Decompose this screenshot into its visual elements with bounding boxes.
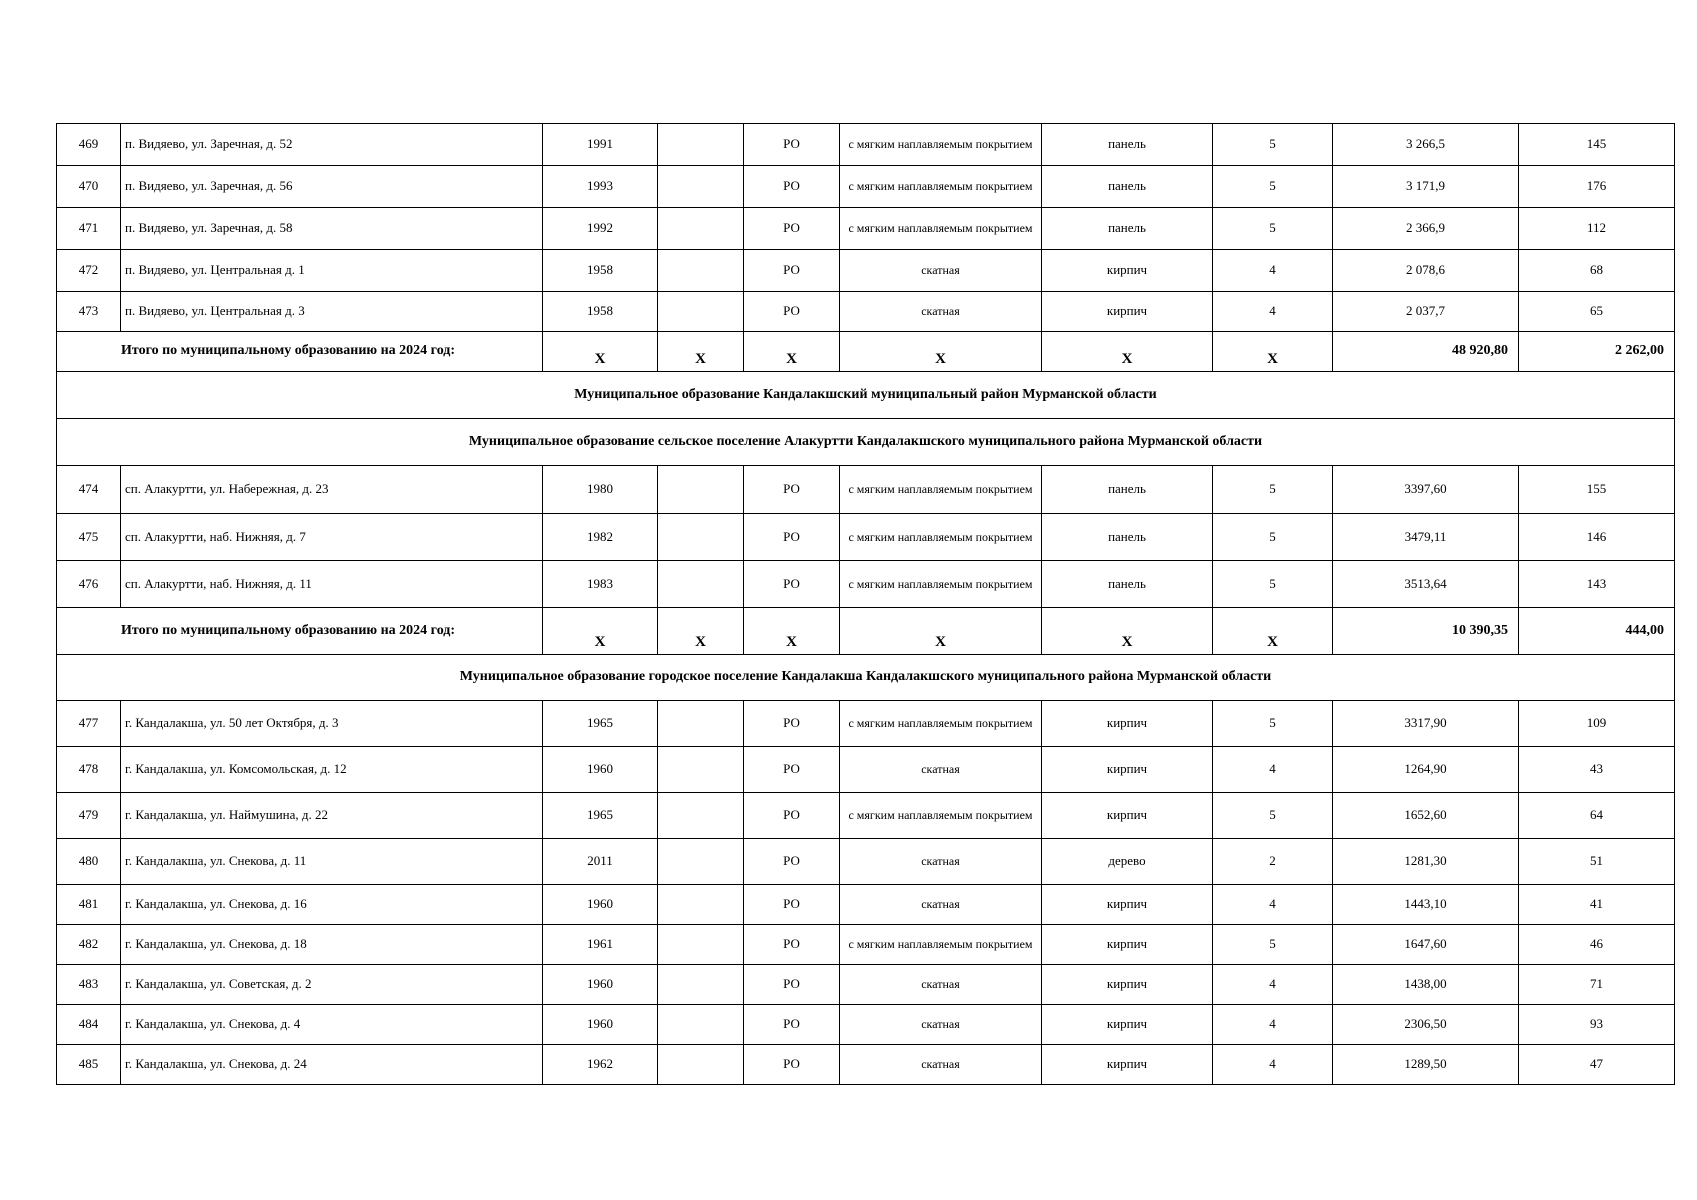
residents-cell: 109 [1519, 701, 1675, 747]
table-row [57, 124, 1675, 166]
area-cell: 1289,50 [1333, 1045, 1519, 1085]
year-cell: 2011 [543, 839, 658, 885]
roof-type-cell: скатная [840, 885, 1042, 925]
address-cell: п. Видяево, ул. Центральная д. 1 [121, 250, 543, 292]
wall-material-cell: панель [1042, 208, 1213, 250]
method-cell: РО [744, 1005, 840, 1045]
year-cell: 1992 [543, 208, 658, 250]
total-x-mark: X [1213, 332, 1333, 372]
area-cell: 1281,30 [1333, 839, 1519, 885]
row-number: 483 [57, 965, 121, 1005]
residents-cell: 176 [1519, 166, 1675, 208]
area-cell: 2 366,9 [1333, 208, 1519, 250]
method-cell: РО [744, 250, 840, 292]
floors-cell: 2 [1213, 839, 1333, 885]
section-header-row [57, 372, 1675, 419]
year-cell: 1991 [543, 124, 658, 166]
area-cell: 1438,00 [1333, 965, 1519, 1005]
residents-cell: 143 [1519, 561, 1675, 608]
floors-cell: 5 [1213, 793, 1333, 839]
total-x-mark: X [1042, 332, 1213, 372]
residents-cell: 51 [1519, 839, 1675, 885]
section-title: Муниципальное образование Кандалакшский муниципальный район Мурманской области [57, 372, 1675, 419]
wall-material-cell: кирпич [1042, 701, 1213, 747]
row-number: 469 [57, 124, 121, 166]
total-label: Итого по муниципальному образованию на 2024 год: [57, 332, 543, 372]
area-cell: 3397,60 [1333, 466, 1519, 514]
method-cell: РО [744, 701, 840, 747]
housing-register-table [56, 123, 1675, 1085]
roof-type-cell: с мягким наплавляемым покрытием [840, 124, 1042, 166]
area-cell: 1647,60 [1333, 925, 1519, 965]
row-number: 485 [57, 1045, 121, 1085]
year-cell: 1960 [543, 965, 658, 1005]
empty-cell [658, 839, 744, 885]
residents-cell: 145 [1519, 124, 1675, 166]
residents-cell: 68 [1519, 250, 1675, 292]
table-row [57, 292, 1675, 332]
year-cell: 1980 [543, 466, 658, 514]
wall-material-cell: кирпич [1042, 925, 1213, 965]
wall-material-cell: кирпич [1042, 747, 1213, 793]
total-label: Итого по муниципальному образованию на 2024 год: [57, 608, 543, 655]
roof-type-cell: с мягким наплавляемым покрытием [840, 466, 1042, 514]
residents-cell: 64 [1519, 793, 1675, 839]
table-row [57, 885, 1675, 925]
total-x-mark: X [840, 332, 1042, 372]
wall-material-cell: кирпич [1042, 250, 1213, 292]
address-cell: сп. Алакуртти, наб. Нижняя, д. 7 [121, 514, 543, 561]
total-x-mark: X [1213, 608, 1333, 655]
empty-cell [658, 250, 744, 292]
residents-cell: 71 [1519, 965, 1675, 1005]
roof-type-cell: скатная [840, 292, 1042, 332]
wall-material-cell: панель [1042, 466, 1213, 514]
empty-cell [658, 124, 744, 166]
row-number: 475 [57, 514, 121, 561]
residents-cell: 155 [1519, 466, 1675, 514]
section-title: Муниципальное образование сельское поселение Алакуртти Кандалакшского муниципального района Мурманской области [57, 419, 1675, 466]
floors-cell: 4 [1213, 885, 1333, 925]
table-row [57, 561, 1675, 608]
wall-material-cell: кирпич [1042, 1005, 1213, 1045]
empty-cell [658, 208, 744, 250]
method-cell: РО [744, 514, 840, 561]
table-row [57, 208, 1675, 250]
row-number: 479 [57, 793, 121, 839]
wall-material-cell: кирпич [1042, 292, 1213, 332]
roof-type-cell: с мягким наплавляемым покрытием [840, 793, 1042, 839]
floors-cell: 5 [1213, 514, 1333, 561]
area-cell: 2 037,7 [1333, 292, 1519, 332]
year-cell: 1961 [543, 925, 658, 965]
total-area: 48 920,80 [1333, 332, 1519, 372]
method-cell: РО [744, 166, 840, 208]
area-cell: 1264,90 [1333, 747, 1519, 793]
total-residents: 444,00 [1519, 608, 1675, 655]
table-row [57, 250, 1675, 292]
method-cell: РО [744, 839, 840, 885]
floors-cell: 5 [1213, 166, 1333, 208]
row-number: 472 [57, 250, 121, 292]
floors-cell: 4 [1213, 292, 1333, 332]
row-number: 476 [57, 561, 121, 608]
total-x-mark: X [543, 608, 658, 655]
table-row [57, 839, 1675, 885]
year-cell: 1960 [543, 1005, 658, 1045]
empty-cell [658, 561, 744, 608]
address-cell: г. Кандалакша, ул. 50 лет Октября, д. 3 [121, 701, 543, 747]
empty-cell [658, 1005, 744, 1045]
method-cell: РО [744, 965, 840, 1005]
method-cell: РО [744, 747, 840, 793]
address-cell: сп. Алакуртти, ул. Набережная, д. 23 [121, 466, 543, 514]
address-cell: п. Видяево, ул. Заречная, д. 56 [121, 166, 543, 208]
roof-type-cell: скатная [840, 965, 1042, 1005]
table-body [57, 124, 1675, 1085]
section-header-row [57, 655, 1675, 701]
area-cell: 1652,60 [1333, 793, 1519, 839]
row-number: 474 [57, 466, 121, 514]
total-row [57, 608, 1675, 655]
roof-type-cell: с мягким наплавляемым покрытием [840, 701, 1042, 747]
floors-cell: 5 [1213, 701, 1333, 747]
area-cell: 3513,64 [1333, 561, 1519, 608]
wall-material-cell: панель [1042, 561, 1213, 608]
wall-material-cell: кирпич [1042, 885, 1213, 925]
method-cell: РО [744, 1045, 840, 1085]
table-row [57, 965, 1675, 1005]
row-number: 471 [57, 208, 121, 250]
roof-type-cell: с мягким наплавляемым покрытием [840, 561, 1042, 608]
empty-cell [658, 292, 744, 332]
floors-cell: 4 [1213, 1045, 1333, 1085]
row-number: 477 [57, 701, 121, 747]
roof-type-cell: с мягким наплавляемым покрытием [840, 208, 1042, 250]
address-cell: г. Кандалакша, ул. Снекова, д. 11 [121, 839, 543, 885]
empty-cell [658, 965, 744, 1005]
row-number: 478 [57, 747, 121, 793]
empty-cell [658, 514, 744, 561]
floors-cell: 4 [1213, 1005, 1333, 1045]
area-cell: 1443,10 [1333, 885, 1519, 925]
table-row [57, 793, 1675, 839]
table-row [57, 1045, 1675, 1085]
method-cell: РО [744, 124, 840, 166]
residents-cell: 47 [1519, 1045, 1675, 1085]
roof-type-cell: скатная [840, 1005, 1042, 1045]
empty-cell [658, 793, 744, 839]
section-title: Муниципальное образование городское поселение Кандалакша Кандалакшского муниципального района Мурманской области [57, 655, 1675, 701]
roof-type-cell: скатная [840, 839, 1042, 885]
area-cell: 3 266,5 [1333, 124, 1519, 166]
table-row [57, 701, 1675, 747]
empty-cell [658, 166, 744, 208]
roof-type-cell: с мягким наплавляемым покрытием [840, 514, 1042, 561]
wall-material-cell: кирпич [1042, 793, 1213, 839]
table-row [57, 466, 1675, 514]
area-cell: 3317,90 [1333, 701, 1519, 747]
empty-cell [658, 701, 744, 747]
table-row [57, 925, 1675, 965]
address-cell: г. Кандалакша, ул. Снекова, д. 16 [121, 885, 543, 925]
row-number: 470 [57, 166, 121, 208]
year-cell: 1960 [543, 747, 658, 793]
total-x-mark: X [744, 332, 840, 372]
address-cell: сп. Алакуртти, наб. Нижняя, д. 11 [121, 561, 543, 608]
floors-cell: 5 [1213, 925, 1333, 965]
area-cell: 2 078,6 [1333, 250, 1519, 292]
residents-cell: 46 [1519, 925, 1675, 965]
empty-cell [658, 1045, 744, 1085]
wall-material-cell: панель [1042, 514, 1213, 561]
method-cell: РО [744, 885, 840, 925]
address-cell: г. Кандалакша, ул. Наймушина, д. 22 [121, 793, 543, 839]
area-cell: 3479,11 [1333, 514, 1519, 561]
empty-cell [658, 747, 744, 793]
address-cell: п. Видяево, ул. Центральная д. 3 [121, 292, 543, 332]
floors-cell: 5 [1213, 208, 1333, 250]
year-cell: 1960 [543, 885, 658, 925]
empty-cell [658, 925, 744, 965]
total-x-mark: X [1042, 608, 1213, 655]
wall-material-cell: кирпич [1042, 965, 1213, 1005]
row-number: 484 [57, 1005, 121, 1045]
roof-type-cell: скатная [840, 250, 1042, 292]
year-cell: 1965 [543, 793, 658, 839]
method-cell: РО [744, 925, 840, 965]
residents-cell: 146 [1519, 514, 1675, 561]
method-cell: РО [744, 292, 840, 332]
area-cell: 2306,50 [1333, 1005, 1519, 1045]
address-cell: г. Кандалакша, ул. Советская, д. 2 [121, 965, 543, 1005]
year-cell: 1958 [543, 250, 658, 292]
residents-cell: 43 [1519, 747, 1675, 793]
wall-material-cell: дерево [1042, 839, 1213, 885]
total-x-mark: X [744, 608, 840, 655]
floors-cell: 5 [1213, 466, 1333, 514]
year-cell: 1965 [543, 701, 658, 747]
year-cell: 1993 [543, 166, 658, 208]
address-cell: п. Видяево, ул. Заречная, д. 58 [121, 208, 543, 250]
row-number: 481 [57, 885, 121, 925]
wall-material-cell: панель [1042, 166, 1213, 208]
floors-cell: 4 [1213, 250, 1333, 292]
row-number: 480 [57, 839, 121, 885]
table-row [57, 514, 1675, 561]
residents-cell: 41 [1519, 885, 1675, 925]
address-cell: г. Кандалакша, ул. Снекова, д. 24 [121, 1045, 543, 1085]
roof-type-cell: скатная [840, 1045, 1042, 1085]
empty-cell [658, 466, 744, 514]
roof-type-cell: скатная [840, 747, 1042, 793]
address-cell: г. Кандалакша, ул. Снекова, д. 4 [121, 1005, 543, 1045]
wall-material-cell: панель [1042, 124, 1213, 166]
residents-cell: 65 [1519, 292, 1675, 332]
floors-cell: 4 [1213, 747, 1333, 793]
roof-type-cell: с мягким наплавляемым покрытием [840, 925, 1042, 965]
residents-cell: 112 [1519, 208, 1675, 250]
address-cell: п. Видяево, ул. Заречная, д. 52 [121, 124, 543, 166]
address-cell: г. Кандалакша, ул. Снекова, д. 18 [121, 925, 543, 965]
total-area: 10 390,35 [1333, 608, 1519, 655]
year-cell: 1982 [543, 514, 658, 561]
method-cell: РО [744, 793, 840, 839]
row-number: 473 [57, 292, 121, 332]
year-cell: 1983 [543, 561, 658, 608]
section-header-row [57, 419, 1675, 466]
total-row [57, 332, 1675, 372]
method-cell: РО [744, 466, 840, 514]
address-cell: г. Кандалакша, ул. Комсомольская, д. 12 [121, 747, 543, 793]
floors-cell: 4 [1213, 965, 1333, 1005]
total-x-mark: X [658, 332, 744, 372]
table-row [57, 747, 1675, 793]
residents-cell: 93 [1519, 1005, 1675, 1045]
empty-cell [658, 885, 744, 925]
total-x-mark: X [658, 608, 744, 655]
year-cell: 1958 [543, 292, 658, 332]
table-row [57, 166, 1675, 208]
total-x-mark: X [543, 332, 658, 372]
method-cell: РО [744, 208, 840, 250]
total-x-mark: X [840, 608, 1042, 655]
floors-cell: 5 [1213, 561, 1333, 608]
floors-cell: 5 [1213, 124, 1333, 166]
year-cell: 1962 [543, 1045, 658, 1085]
table-row [57, 1005, 1675, 1045]
row-number: 482 [57, 925, 121, 965]
method-cell: РО [744, 561, 840, 608]
area-cell: 3 171,9 [1333, 166, 1519, 208]
total-residents: 2 262,00 [1519, 332, 1675, 372]
wall-material-cell: кирпич [1042, 1045, 1213, 1085]
roof-type-cell: с мягким наплавляемым покрытием [840, 166, 1042, 208]
